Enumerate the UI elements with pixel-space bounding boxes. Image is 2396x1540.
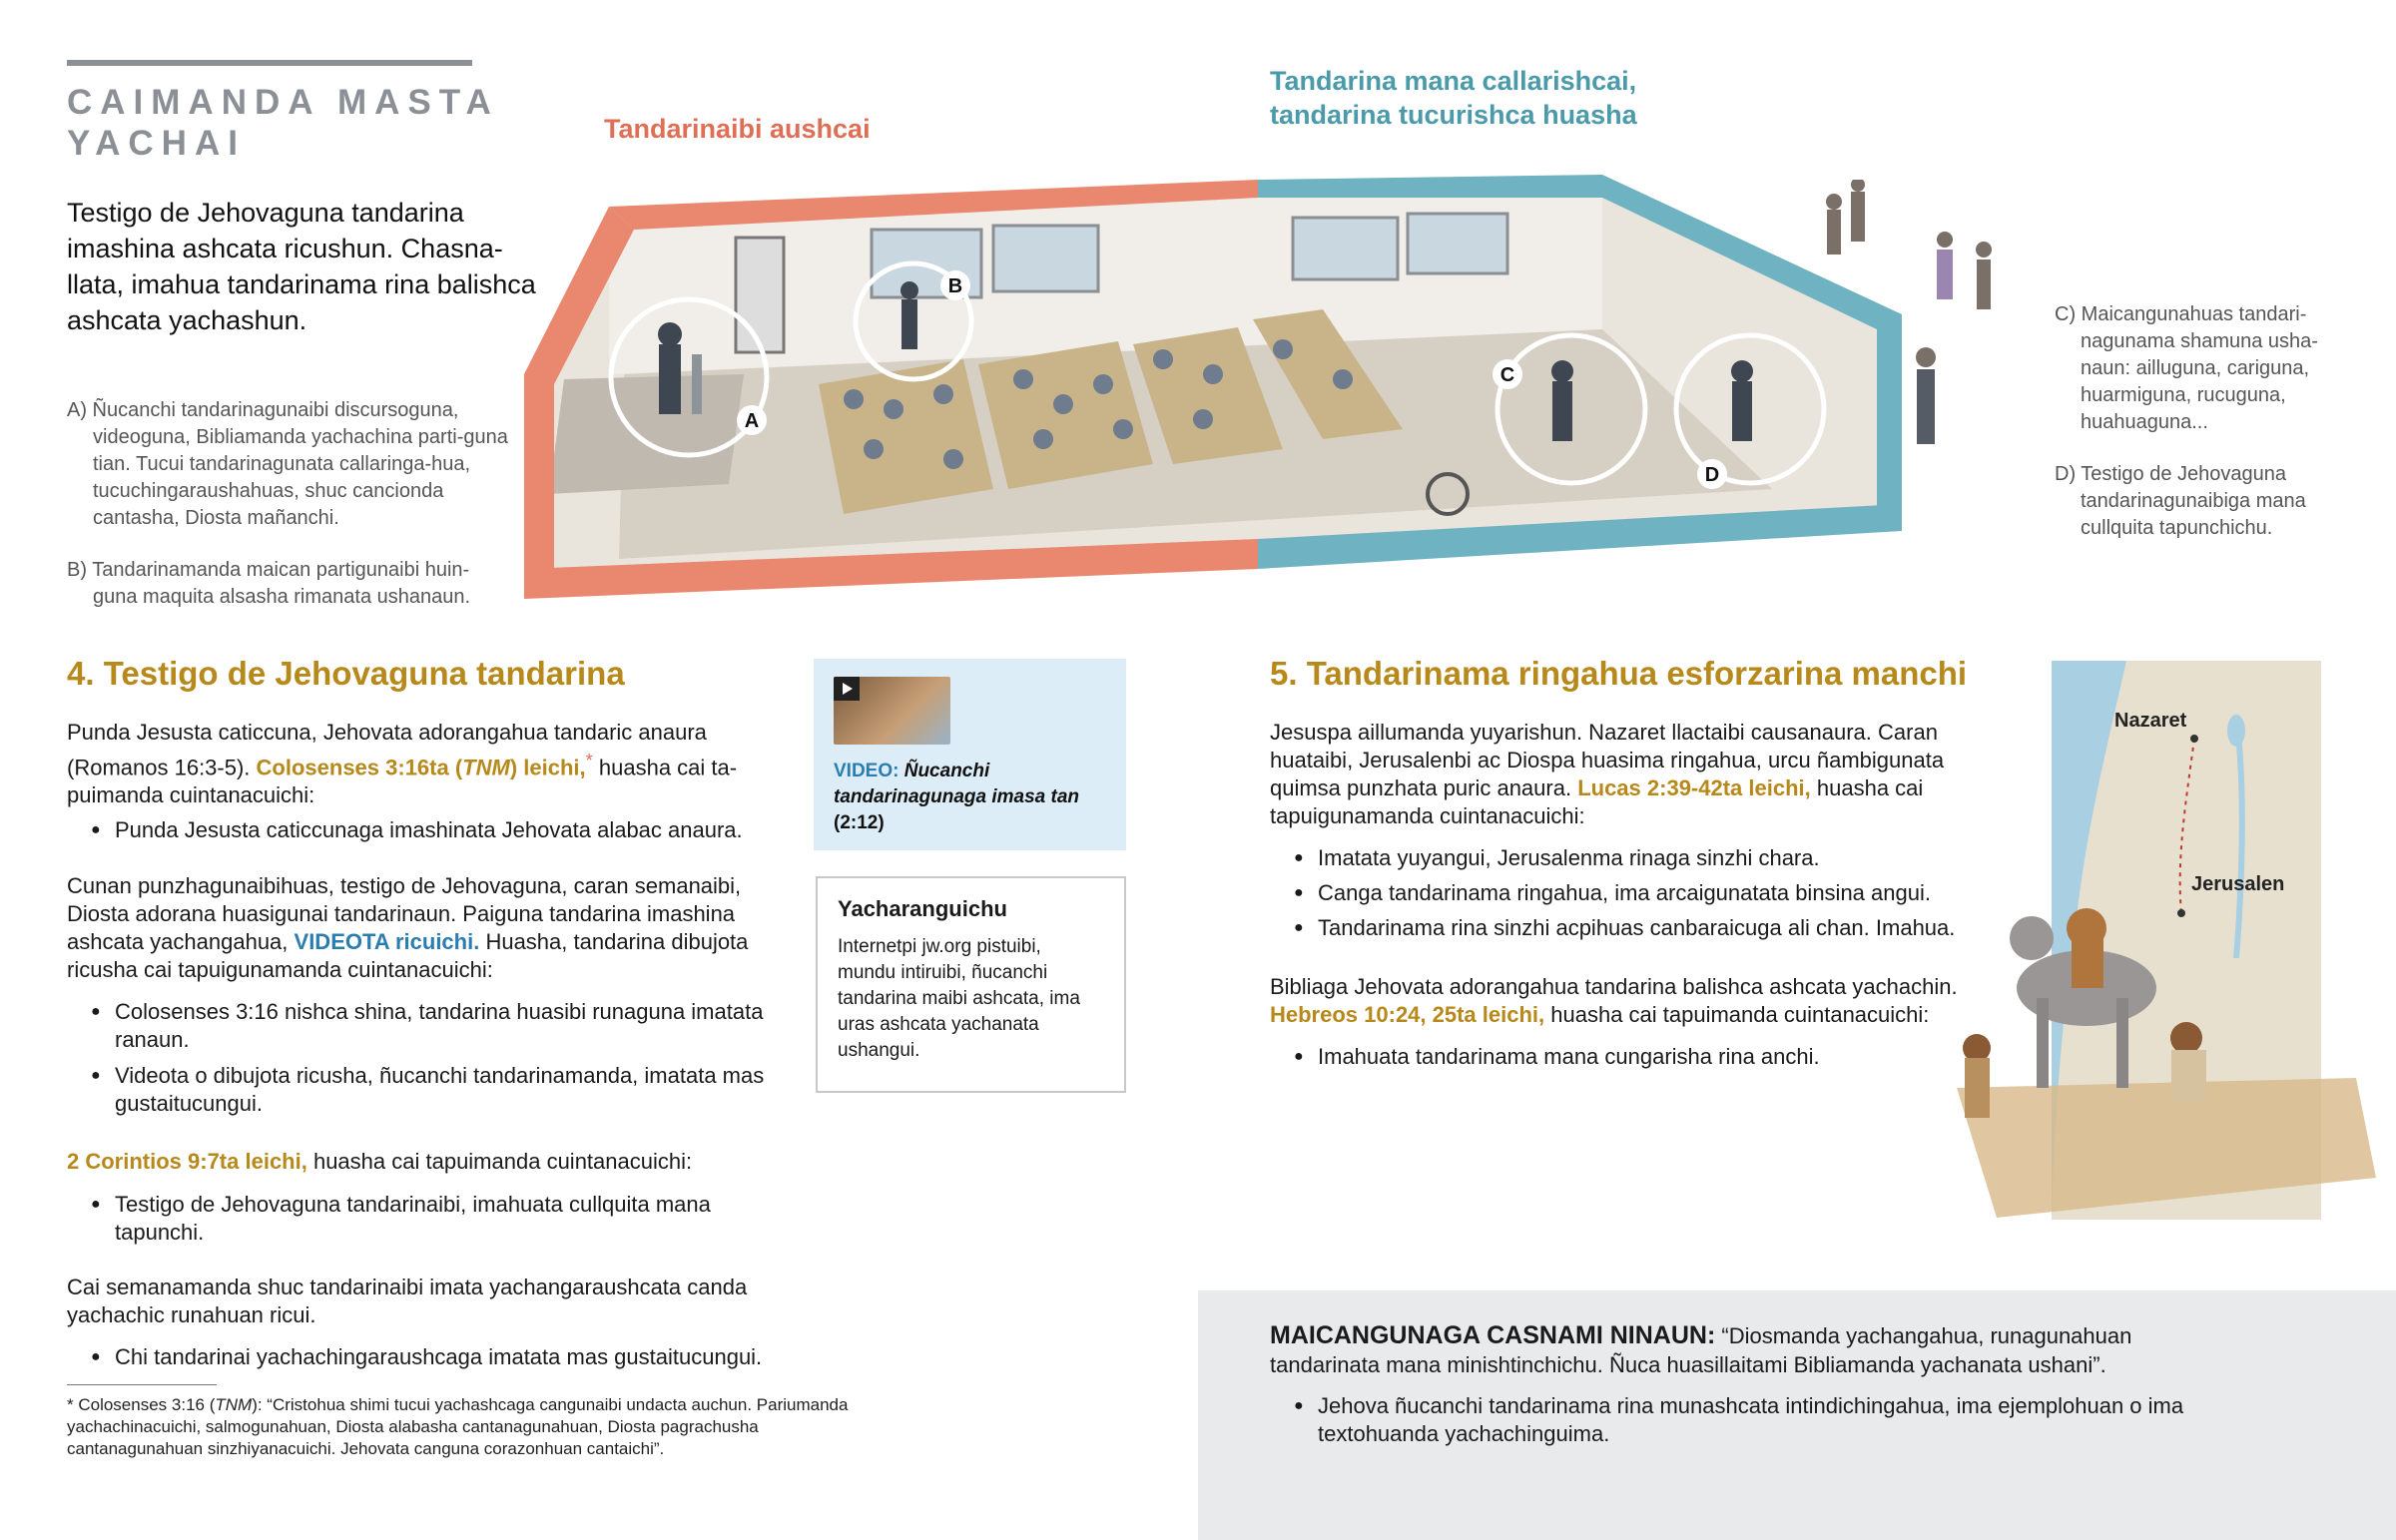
list-item: ● Imatata yuyangui, Jerusalenma rinaga sinzhi chara. (1270, 844, 2009, 872)
bullet-list-4 (67, 1343, 796, 1371)
list-item: ● Chi tandarinai yachachingaraushcaga imatata mas gustaitucungui. (67, 1343, 796, 1371)
video-caption: VIDEO: Ñucanchi tandarinagunaga imasa tan (2:12) (834, 761, 1080, 833)
map-illustration (1937, 659, 2376, 1238)
bullet-list-7 (1270, 1392, 2208, 1448)
list-item: ● Imahuata tandarinama mana cungarisha rina anchi. (1270, 1043, 2009, 1071)
section-4-paragraph-2: Cunan punzhagunaibihuas, testigo de Jehovaguna, caran semanaibi, Diosta adorana huasigunai tandarinaun. Paiguna tandarina imashina ashcata yachangahua, VIDEOTA ricuichi. Huasha, tandarina dibujota ricusha cai tapuigunamanda cuintanacuichi: (67, 873, 749, 982)
section-5-paragraph-1: Jesuspa aillumanda yuyarishun. Nazaret llactaibi causanaura. Caran huataibi, Jerusalenbi ac Diospa huasima ringahua, urcu ñambigunata quimsa punzhata puric anaura. Lucas 2:39-42ta leichi, huasha cai tapuigunamanda cuintanacuichi: (1270, 720, 1945, 828)
scripture-link-corintios[interactable]: 2 Corintios 9:7ta leichi, (67, 1149, 307, 1174)
list-item: ● Jehova ñucanchi tandarinama rina munashcata intindichingahua, ima ejemplohuan o ima textohuanda yachachinguima. (1270, 1392, 2208, 1448)
did-you-know-box (816, 876, 1126, 1093)
section-4-paragraph-4: Cai semanamanda shuc tandarinaibi imata yachangaraushcata canda yachachic runahuan ricui. (67, 1275, 748, 1327)
title-rule (67, 60, 472, 66)
footnote-rule (67, 1384, 217, 1385)
callout-d: D (1704, 464, 1720, 486)
people-arriving-illustration (1817, 180, 2027, 479)
section-4-paragraph-1: Punda Jesusta caticcuna, Jehovata adorangahua tandaric anaura (Romanos 16:3-5). Colosenses 3:16ta (TNM) leichi,* huasha cai ta-puimanda cuintanacuichi: (67, 720, 738, 808)
footnote-marker[interactable]: * (585, 750, 593, 770)
map-label-jerusalen: Jerusalen (2191, 873, 2285, 895)
did-you-know-title: Yacharanguichu (838, 896, 1007, 921)
footnote: * Colosenses 3:16 (TNM): “Cristohua shimi tucui yachashcaga cangunaibi undacta auchun. Pariumanda yachachinacuichi, salmogunahuan, Diosta alabasha cantanagunahuan, Diosta pagrachusha cantanagunahuan sinzhiyanacuichi. Jehovata canguna corazonhuan cantaichi”. (67, 1395, 849, 1458)
note-b: B) Tandarinamanda maican partigunaibi huin- guna maquita alsasha rimanata ushanaun. (67, 559, 471, 608)
video-thumbnail[interactable] (834, 677, 950, 745)
section-4-paragraph-3: 2 Corintios 9:7ta leichi, huasha cai tapuimanda cuintanacuichi: (67, 1149, 693, 1174)
list-item: ● Testigo de Jehovaguna tandarinaibi, imahuata cullquita mana tapunchi. (67, 1191, 766, 1247)
did-you-know-text: Internetpi jw.org pistuibi, mundu intiruibi, ñucanchi tandarina maibi ashcata, ima uras ashcata yachanata ushangui. (838, 936, 1080, 1061)
note-d: D) Testigo de Jehovaguna tandarinagunaibiga mana cullquita tapunchichu. (2055, 463, 2306, 539)
scripture-link-lucas[interactable]: Lucas 2:39-42ta leichi, (1577, 775, 1811, 800)
bullet-list-3 (67, 1191, 766, 1247)
section-5-paragraph-2: Bibliaga Jehovata adorangahua tandarina balishca ashcata yachachin. Hebreos 10:24, 25ta leichi, huasha cai tapuimanda cuintanacuichi: (1270, 974, 1958, 1027)
note-c: C) Maicangunahuas tandari- nagunama shamuna usha-naun: ailluguna, cariguna, huarmiguna, rucuguna, huahuaguna... (2055, 303, 2318, 433)
section-4-heading: 4. Testigo de Jehovaguna tandarina (67, 655, 625, 692)
list-item: ● Canga tandarinama ringahua, ima arcaigunatata binsina angui. (1270, 879, 2009, 907)
scripture-link-colosenses[interactable]: Colosenses 3:16ta (TNM) leichi, (256, 755, 586, 780)
bullet-list-6 (1270, 1043, 2009, 1071)
list-item: ● Punda Jesusta caticcunaga imashinata Jehovata alabac anaura. (67, 816, 796, 844)
objection-quote: MAICANGUNAGA CASNAMI NINAUN: “Diosmanda yachangahua, runagunahuan tandarinata mana minishtinchichu. Ñuca huasillaitami Bibliamanda yachanata ushani”. (1270, 1321, 2132, 1377)
label-after-meeting: Tandarina mana callarishcai, tandarina tucurishca huasha (1270, 66, 1637, 130)
kingdom-hall-illustration (524, 160, 1922, 599)
scripture-link-hebreos[interactable]: Hebreos 10:24, 25ta leichi, (1270, 1002, 1545, 1027)
bullet-list-2 (67, 998, 766, 1118)
callout-b: B (947, 275, 963, 297)
callout-a: A (744, 410, 760, 432)
list-item: ● Colosenses 3:16 nishca shina, tandarina huasibi runaguna imatata ranaun. (67, 998, 766, 1054)
label-before-meeting: Tandarinaibi aushcai (604, 114, 871, 144)
list-item: ● Videota o dibujota ricusha, ñucanchi tandarinamanda, imatata mas gustaitucungui. (67, 1062, 766, 1118)
bullet-list-1 (67, 816, 796, 844)
note-a: A) Ñucanchi tandarinagunaibi discursoguna, videoguna, Bibliamanda yachachina parti-guna tian. Tucui tandarinagunata callaringa-hua, tucuchingaraushahuas, shuc cancionda cantasha, Diosta mañanchi. (67, 399, 508, 529)
section-title: CAIMANDA MASTA YACHAI (67, 83, 499, 163)
list-item: ● Tandarinama rina sinzhi acpihuas canbaraicuga ali chan. Imahua. (1270, 914, 2009, 942)
map-label-nazaret: Nazaret (2114, 710, 2187, 732)
bullet-list-5 (1270, 844, 2009, 942)
play-icon[interactable] (834, 677, 860, 701)
video-link[interactable]: VIDEOTA ricuichi. (294, 929, 480, 954)
intro-paragraph: Testigo de Jehovaguna tandarina imashina ashcata ricushun. Chasna-llata, imahua tandarinama rina balishca ashcata yachashun. (67, 198, 536, 335)
callout-c: C (1499, 364, 1515, 386)
video-box[interactable] (814, 659, 1126, 850)
section-5-heading: 5. Tandarinama ringahua esforzarina manchi (1270, 655, 1968, 692)
